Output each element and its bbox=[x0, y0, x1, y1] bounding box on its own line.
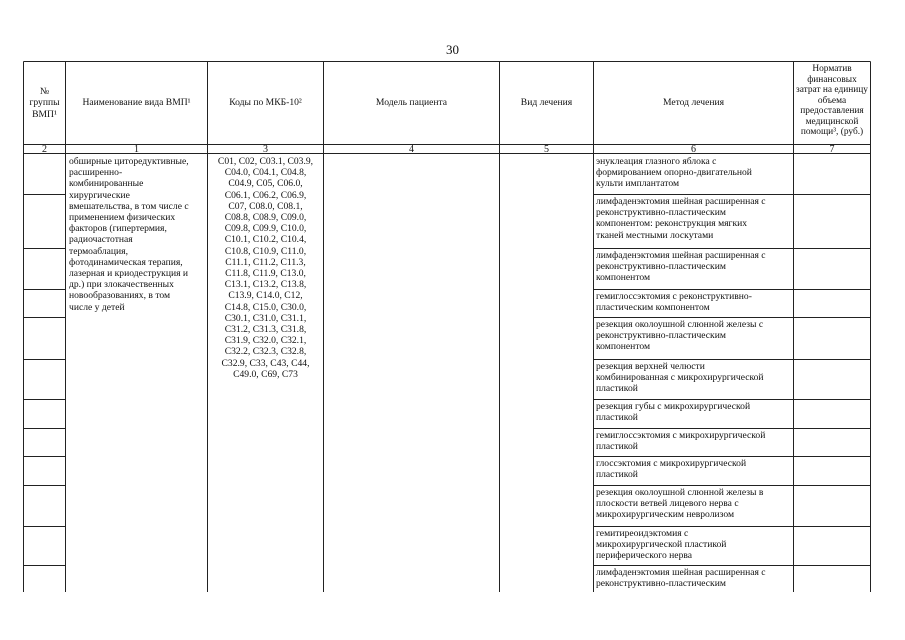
column-number: 3 bbox=[263, 144, 268, 155]
header-treatment-type: Вид лечения bbox=[520, 97, 573, 109]
column-number: 4 bbox=[409, 144, 414, 155]
header-norm: Норматив финансовых затрат на единицу объема предоставления медицинской помощи³, (руб.) bbox=[796, 63, 868, 138]
header-group: № группы ВМП¹ bbox=[29, 86, 60, 120]
treatment-method-item: резекция околоушной слюнной железы с реконструктивно-пластическим компонентом bbox=[596, 319, 764, 353]
treatment-method-item: резекция губы с микрохирургической пластикой bbox=[596, 401, 751, 424]
treatment-method-item: лимфаденэктомия шейная расширенная с реконструктивно-пластическим компонентом bbox=[596, 250, 766, 284]
icd-codes: C01, C02, C03.1, C03.9, C04.0, C04.1, C04.8, C04.9, C05, C06.0, C06.1, C06.2, C06.9, C07, C08.0, C08.1, C08.8, C08.9, C09.0, C09.8, C09.9, C10.0, C10.1, C10.2, C10.4, C10.8, C10.9, C11.0, C11.1, C11.2, C11.3, C11.8, C11.9, C13.0, C13.1, C13.2, C13.8, C13.9, C14.0, C12, C14.8, C15.0, C30.0, C30.1, C31.0, C31.1, C31.2, C31.3, C31.8, C31.9, C32.0, C32.1, C32.2, C32.3, C32.8, C32.9, C33, C43, C44, C49.0, C69, C73 bbox=[217, 156, 314, 380]
header-name: Наименование вида ВМП¹ bbox=[82, 97, 191, 109]
column-number: 1 bbox=[134, 144, 139, 155]
page-number: 30 bbox=[446, 42, 459, 57]
treatment-method-item: резекция околоушной слюнной железы в плоскости ветвей лицевого нерва с микрохирургическим невролизом bbox=[596, 487, 764, 521]
treatment-method-item: гемитиреоидэктомия с микрохирургической пластикой периферического нерва bbox=[596, 528, 727, 562]
header-model: Модель пациента bbox=[375, 97, 448, 109]
treatment-method-item: лимфаденэктомия шейная расширенная с реконструктивно-пластическим bbox=[596, 567, 766, 590]
treatment-method-item: гемиглоссэктомия с реконструктивно- пластическим компонентом bbox=[596, 291, 752, 314]
treatment-method-item: лимфаденэктомия шейная расширенная с реконструктивно-пластическим компонентом: реконструкция мягких тканей местными лоскутами bbox=[596, 196, 766, 241]
column-number: 2 bbox=[42, 144, 47, 155]
column-number: 5 bbox=[544, 144, 549, 155]
treatment-method-item: гемиглоссэктомия с микрохирургической пластикой bbox=[596, 430, 766, 453]
treatment-method-item: глоссэктомия с микрохирургической пластикой bbox=[596, 458, 747, 481]
header-codes: Коды по МКБ-10² bbox=[229, 97, 302, 109]
column-number: 6 bbox=[691, 144, 696, 155]
column-number: 7 bbox=[829, 144, 835, 155]
treatment-method-item: резекция верхней челюсти комбинированная с микрохирургической пластикой bbox=[596, 361, 764, 395]
treatment-method-item: энуклеация глазного яблока с формированием опорно-двигательной культи имплантатом bbox=[596, 156, 752, 190]
header-method: Метод лечения bbox=[662, 97, 725, 109]
vmp-type-name: обширные циторедуктивные, расширенно- комбинированные хирургические вмешательства, в том числе с применением физических факторов (гипертермия, радиочастотная термоаблация, фотодинамическая терапия, лазерная и криодеструкция и др.) при злокачественных новообразованиях, в том числе у детей bbox=[69, 156, 189, 313]
